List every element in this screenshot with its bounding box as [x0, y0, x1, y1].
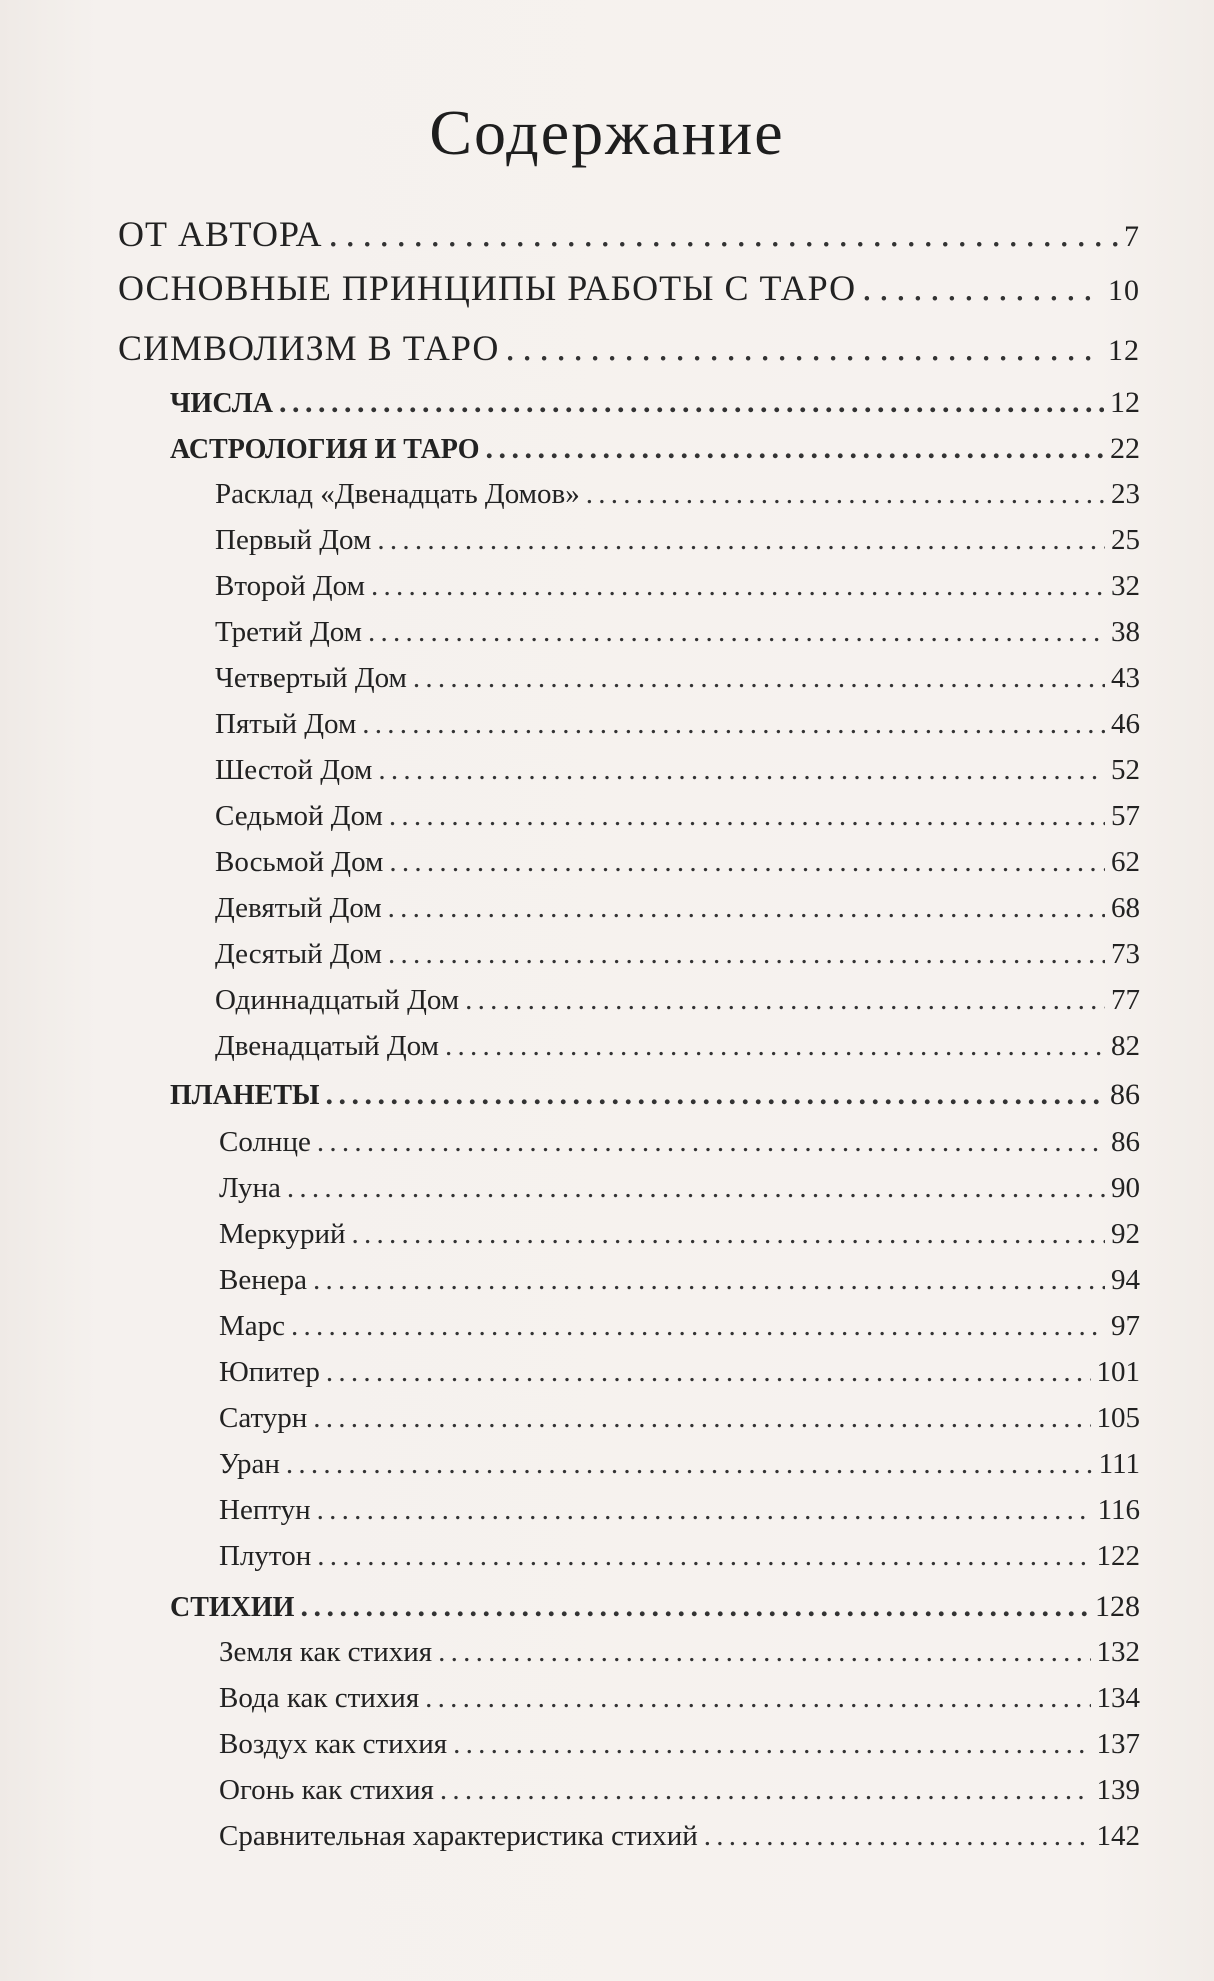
toc-entry-page-number: 105 [1096, 1402, 1140, 1434]
toc-entry-page-number: 57 [1111, 800, 1140, 832]
toc-entry-label: Первый Дом [215, 524, 372, 556]
toc-entry-label: Третий Дом [215, 616, 363, 648]
toc-entry-label: Плутон [219, 1540, 312, 1572]
dot-leader [465, 984, 1105, 1017]
dot-leader [586, 478, 1105, 511]
toc-entry-label: Юпитер [219, 1356, 320, 1388]
toc-entry-page-number: 73 [1111, 938, 1140, 970]
toc-entry-label: Воздух как стихия [219, 1728, 448, 1760]
toc-entry-label: Десятый Дом [215, 938, 382, 970]
toc-entry-page-number: 77 [1111, 984, 1140, 1016]
toc-entry-label: СТИХИИ [170, 1592, 295, 1623]
toc-entry[interactable] [215, 938, 1140, 971]
toc-entry-page-number: 43 [1111, 662, 1140, 694]
toc-entry[interactable] [219, 1172, 1140, 1205]
toc-entry-page-number: 32 [1111, 570, 1140, 602]
dot-leader [317, 1494, 1092, 1527]
toc-entry-label: ОТ АВТОРА [118, 214, 323, 254]
dot-leader [328, 212, 1118, 256]
toc-entry-page-number: 122 [1096, 1540, 1140, 1572]
toc-entry-page-number: 82 [1111, 1030, 1140, 1062]
toc-entry[interactable] [215, 892, 1140, 925]
toc-entry-page-number: 12 [1110, 386, 1140, 419]
toc-entry[interactable] [219, 1728, 1140, 1761]
toc-entry-page-number: 116 [1097, 1494, 1140, 1526]
dot-leader [704, 1820, 1091, 1853]
dot-leader [862, 266, 1102, 310]
dot-leader [326, 1356, 1091, 1389]
dot-leader [440, 1774, 1091, 1807]
toc-entry[interactable] [215, 524, 1140, 557]
toc-entry[interactable] [219, 1540, 1140, 1573]
toc-entry[interactable] [170, 1078, 1140, 1112]
toc-entry[interactable] [215, 570, 1140, 603]
toc-entry-label: Луна [219, 1172, 281, 1204]
toc-entry[interactable] [219, 1682, 1140, 1715]
toc-entry-page-number: 23 [1111, 478, 1140, 510]
toc-entry-label: Пятый Дом [215, 708, 357, 740]
toc-entry-page-number: 38 [1111, 616, 1140, 648]
toc-entry-label: Шестой Дом [215, 754, 373, 786]
toc-entry[interactable] [219, 1820, 1140, 1853]
toc-entry-page-number: 111 [1098, 1448, 1140, 1480]
dot-leader [368, 616, 1105, 649]
toc-entry[interactable] [219, 1448, 1140, 1481]
toc-entry[interactable] [219, 1774, 1140, 1807]
dot-leader [388, 938, 1105, 971]
toc-entry-page-number: 132 [1096, 1636, 1140, 1668]
toc-entry-page-number: 97 [1111, 1310, 1140, 1342]
toc-entry-page-number: 142 [1096, 1820, 1140, 1852]
toc-entry[interactable] [215, 754, 1140, 787]
toc-entry-label: СИМВОЛИЗМ В ТАРО [118, 328, 500, 368]
toc-entry-page-number: 137 [1096, 1728, 1140, 1760]
dot-leader [505, 326, 1102, 370]
toc-entry[interactable] [219, 1218, 1140, 1251]
dot-leader [287, 1172, 1105, 1205]
dot-leader [377, 524, 1105, 557]
toc-entry-label: Седьмой Дом [215, 800, 383, 832]
dot-leader [291, 1310, 1105, 1343]
toc-entry[interactable] [219, 1636, 1140, 1669]
dot-leader [438, 1636, 1090, 1669]
toc-entry[interactable] [118, 212, 1140, 256]
toc-entry[interactable] [215, 616, 1140, 649]
toc-entry-page-number: 101 [1096, 1356, 1140, 1388]
toc-entry[interactable] [170, 386, 1140, 420]
toc-entry[interactable] [215, 478, 1140, 511]
toc-entry-label: Двенадцатый Дом [215, 1030, 439, 1062]
toc-entry-page-number: 62 [1111, 846, 1140, 878]
toc-entry[interactable] [215, 708, 1140, 741]
dot-leader [445, 1030, 1105, 1063]
toc-entry-label: Марс [219, 1310, 286, 1342]
dot-leader [389, 800, 1105, 833]
toc-entry-label: Сатурн [219, 1402, 308, 1434]
toc-entry-page-number: 46 [1111, 708, 1140, 740]
toc-entry-page-number: 139 [1096, 1774, 1140, 1806]
toc-entry[interactable] [170, 432, 1140, 466]
dot-leader [313, 1264, 1105, 1297]
dot-leader [279, 386, 1104, 420]
toc-entry-page-number: 22 [1110, 432, 1140, 465]
dot-leader [362, 708, 1105, 741]
dot-leader [453, 1728, 1090, 1761]
toc-entry[interactable] [219, 1494, 1140, 1527]
dot-leader [352, 1218, 1106, 1251]
toc-entry-label: ПЛАНЕТЫ [170, 1080, 320, 1111]
toc-entry[interactable] [215, 800, 1140, 833]
toc-entry[interactable] [219, 1356, 1140, 1389]
toc-entry-label: АСТРОЛОГИЯ И ТАРО [170, 434, 480, 465]
dot-leader [371, 570, 1105, 603]
dot-leader [313, 1402, 1090, 1435]
dot-leader [286, 1448, 1093, 1481]
toc-entry-page-number: 86 [1111, 1126, 1140, 1158]
toc-entry-label: Восьмой Дом [215, 846, 384, 878]
dot-leader [388, 892, 1105, 925]
toc-entry-page-number: 90 [1111, 1172, 1140, 1204]
toc-entry[interactable] [219, 1402, 1140, 1435]
toc-entry-page-number: 25 [1111, 524, 1140, 556]
toc-entry-page-number: 10 [1108, 274, 1140, 307]
toc-entry-label: Четвертый Дом [215, 662, 407, 694]
toc-entry-page-number: 68 [1111, 892, 1140, 924]
toc-entry[interactable] [219, 1310, 1140, 1343]
toc-entry[interactable] [118, 266, 1140, 310]
toc-entry-label: Земля как стихия [219, 1636, 433, 1668]
toc-entry-label: Одиннадцатый Дом [215, 984, 460, 1016]
dot-leader [300, 1590, 1089, 1624]
dot-leader [425, 1682, 1090, 1715]
toc-entry-label: Солнце [219, 1126, 311, 1158]
toc-entry-label: Меркурий [219, 1218, 346, 1250]
toc-entry-label: Венера [219, 1264, 307, 1296]
toc-entry-page-number: 86 [1110, 1078, 1140, 1111]
toc-entry-label: Сравнительная характеристика стихий [219, 1820, 698, 1852]
dot-leader [317, 1540, 1090, 1573]
toc-entry[interactable] [219, 1126, 1140, 1159]
toc-entry[interactable] [215, 662, 1140, 695]
dot-leader [389, 846, 1105, 879]
toc-entry[interactable] [118, 326, 1140, 370]
dot-leader [486, 432, 1104, 466]
toc-entry-label: Огонь как стихия [219, 1774, 434, 1806]
toc-entry-label: Нептун [219, 1494, 311, 1526]
dot-leader [326, 1078, 1105, 1112]
dot-leader [378, 754, 1105, 787]
page-title: Содержание [429, 97, 785, 168]
toc-entry-page-number: 12 [1108, 334, 1140, 367]
toc-entry-label: ЧИСЛА [170, 388, 273, 419]
toc-entry-page-number: 128 [1095, 1590, 1140, 1623]
toc-entry-label: Уран [219, 1448, 280, 1480]
toc-entry-label: ОСНОВНЫЕ ПРИНЦИПЫ РАБОТЫ С ТАРО [118, 268, 857, 308]
toc-entry-label: Второй Дом [215, 570, 365, 602]
toc-entry[interactable] [215, 846, 1140, 879]
toc-entry[interactable] [170, 1590, 1140, 1624]
toc-entry[interactable] [215, 984, 1140, 1017]
toc-entry[interactable] [215, 1030, 1140, 1063]
toc-entry-page-number: 94 [1111, 1264, 1140, 1296]
toc-entry-page-number: 52 [1111, 754, 1140, 786]
toc-entry-page-number: 7 [1124, 220, 1140, 253]
toc-entry[interactable] [219, 1264, 1140, 1297]
toc-entry-label: Вода как стихия [219, 1682, 420, 1714]
dot-leader [317, 1126, 1105, 1159]
toc-entry-page-number: 92 [1111, 1218, 1140, 1250]
dot-leader [413, 662, 1105, 695]
toc-entry-label: Расклад «Двенадцать Домов» [215, 478, 580, 510]
toc-entry-page-number: 134 [1096, 1682, 1140, 1714]
toc-entry-label: Девятый Дом [215, 892, 382, 924]
